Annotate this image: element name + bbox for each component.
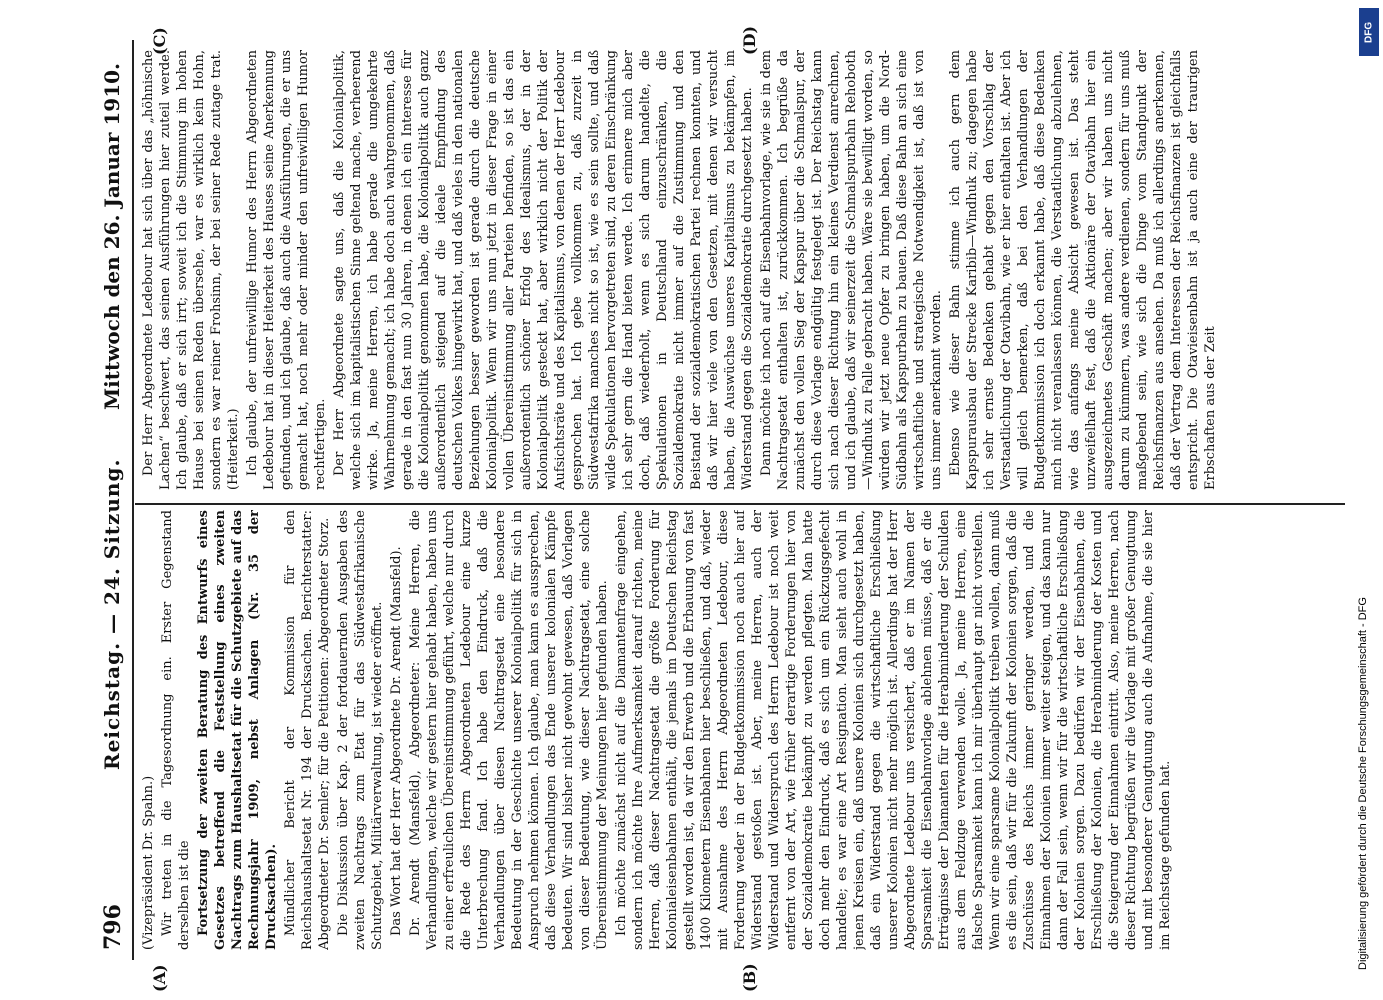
session-date: Mittwoch den 26. Januar 1910. <box>100 62 124 410</box>
paragraph: Dr. Arendt (Mansfeld), Abgeordneter: Meine Herren, die Verhandlungen, welche wir gestern hier gehabt haben, haben uns zu einer erfreulichen Übereinstimmung geführt, welche nur durch die Rede des Herrn Abgeordneten Ledebour eine kurze Unterbrechung fand. Ich habe den Eindruck, daß die Verhandlungen über diesen Nachtragsetat eine besondere Bedeutung in der Geschichte unserer Kolonialpolitik für sich in Anspruch nehmen können. Ich glaube, man kann es aussprechen, daß diese Verhandlungen das Ende unserer kolonialen Kämpfe bedeuten. Wir sind bisher nicht gewohnt gewesen, daß Vorlagen von dieser Bedeutung, wie dieser Nachtragsetat, eine solche Übereinstimmung der Meinungen hier gefunden haben. <box>408 510 610 950</box>
margin-mark-b: (B) <box>740 963 759 992</box>
chair-note: (Vizepräsident Dr. Spahn.) <box>141 775 156 950</box>
margin-mark-d: (D) <box>740 25 759 55</box>
paragraph: Wir treten in die Tagesordnung ein. Erster Gegenstand derselben ist die <box>160 510 192 950</box>
paragraph: Ich möchte zunächst nicht auf die Diamantenfrage eingehen, sondern ich möchte Ihre Aufmerksamkeit darauf richten, meine Herren, daß dieser Nachtragsetat die größte Forderung für Kolonialeisenbahnen enthält, die jemals im Deutschen Reichstag gestellt worden ist, da wir den Erwerb und die Erbauung von fast 1400 Kilometern Eisenbahnen hier beschließen, und daß, wieder mit Ausnahme des Herrn Abgeordneten Ledebour, diese Forderung weder in der Budgetkommission noch auch hier auf Widerstand gestoßen ist. Aber, meine Herren, auch der Widerstand und Widerspruch des Herrn Ledebour ist noch weit entfernt von der Art, wie früher derartige Forderungen hier von der Sozialdemokratie bekämpft zu werden pflegten. Man hatte doch mehr den Eindruck, daß es sich um ein Rückzugsgefecht handelte; es war eine Art Resignation. Man sieht auch wohl in jenen Kreisen ein, daß unsere Kolonien sich durchgesetzt haben, daß ein Widerstand gegen die wirtschaftliche Erschließung unserer Kolonien nicht mehr möglich ist. Allerdings hat der Herr Abgeordnete Ledebour uns versichert, daß er im Namen der Sparsamkeit die Eisenbahnvorlage ablehnen müsse, daß er die Erträgnisse der Diamanten für die Herabminderung der Schulden aus dem Feldzuge verwenden wolle. Ja, meine Herren, eine falsche Sparsamkeit kann ich mir überhaupt gar nicht vorstellen. Wenn wir eine sparsame Kolonialpolitik treiben wollen, dann muß es die sein, daß wir für die Zukunft der Kolonien sorgen, daß die Zuschüsse des Reichs immer geringer werden, und die Einnahmen der Kolonien immer weiter steigen, und das kann nur dann der Fall sein, wenn wir für die wirtschaftliche Erschließung der Kolonien sorgen. Dazu bedürfen wir der Eisenbahnen, die Erschließung der Kolonien, die Herabminderung der Kosten und die Steigerung der Einnahmen eintritt. Also, meine Herren, nach dieser Richtung begrüßen wir die Vorlage mit großer Genugtuung und mit besonderer Genugtuung auch die Aufnahme, die sie hier im Reichstage gefunden hat. <box>614 510 1173 950</box>
paragraph: Dann möchte ich noch auf die Eisenbahnvorlage, wie sie in dem Nachtragsetat enthalten ist, zurückkommen. Ich begrüße da zunächst den vollen Sieg der Kapspur über die Schmalspur, der durch diese Vorlage endgültig festgelegt ist. Der Reichstag kann sich nach dieser Richtung hin ein kleines Verdienst anrechnen, und ich glaube, daß wir seinerzeit die Schmalspurbahn Rehoboth—Windhuk zu Falle gebracht haben. Wäre sie bewilligt worden, so würden wir jetzt neue Opfer zu bringen haben, um die Nord-Südbahn als Kapspurbahn zu bauen. Daß diese Bahn an sich eine wirtschaftliche und strategische Notwendigkeit ist, daß ist von uns immer anerkannt worden. <box>759 50 944 490</box>
scanned-page <box>40 25 1340 992</box>
paragraph: Das Wort hat der Herr Abgeordnete Dr. Arendt (Mansfeld). <box>389 546 404 936</box>
paragraph: Mündlicher Bericht der Kommission für den Reichshaushaltsetat Nr. 194 der Drucksachen. Berichterstatter: Abgeordneter Dr. Semler; für die Petitionen: Abgeordneter Storz. <box>283 510 332 950</box>
paragraph: Der Herr Abgeordnete sagte uns, daß die Kolonialpolitik, welche sich im kapitalistischen Sinne geltend mache, verheerend wirke. Ja, meine Herren, ich habe gerade die umgekehrte Wahrnehmung gemacht; ich habe doch auch wahrgenommen, daß gerade in den fast nun 30 Jahren, in denen ich ein Interesse für die Kolonialpolitik genommen habe, die Kolonialpolitik auch ganz außerordentlich steigend auf die ideale Empfindung des deutschen Volkes hingewirkt hat, und daß vieles in den nationalen Beziehungen besser geworden ist gerade durch die deutsche Kolonialpolitik. Wenn wir uns nun jetzt in dieser Frage in einer vollen Übereinstimmung aller Parteien befinden, so ist das ein außerordentlich schöner Erfolg des Idealismus, der in der Kolonialpolitik gesteckt hat, aber wirklich nicht der Politik der Aufsichtsräte und des Kapitalismus, von denen der Herr Ledebour gesprochen hat. Ich gebe vollkommen zu, daß zurzeit in Südwestafrika manches nicht so ist, wie es sein sollte, und daß wilde Spekulationen hervorgetreten sind, zu deren Einschränkung ich sehr gern die Hand bieten werde. Ich erinnere mich aber doch, daß wiederholt, wenn es sich darum handelte, die Spekulationen in Deutschland einzuschränken, die Sozialdemokratie nicht immer auf die Zustimmung und den Beistand der sozialdemokratischen Partei rechnen konnten, und daß wir hier viele von den Gesetzen, mit denen wir versucht haben, die Auswüchse unseres Kapitalismus zu bekämpfen, im Widerstand gegen die Sozialdemokratie durchgesetzt haben. <box>332 50 755 490</box>
paragraph: Der Herr Abgeordnete Ledebour hat sich über das „höhnische Lachen“ beschwert, das seinen Ausführungen hier zuteil werde. Ich glaube, daß er sich irrt; soweit ich die Stimmung im hohen Hause bei seinen Reden übersehe, war es wirklich kein Hohn, sondern es war reiner Frohsinn, der bei seiner Rede zutage trat. (Heiterkeit.) <box>141 50 241 490</box>
left-column <box>140 510 1340 950</box>
digitization-note: Digitalisierung gefördert durch die Deutsche Forschungsgemeinschaft - DFG <box>1357 597 1369 970</box>
right-column <box>140 50 1340 490</box>
header-rule <box>132 40 134 960</box>
margin-mark-a: (A) <box>150 964 169 992</box>
paragraph: Ich glaube, der unfreiwillige Humor des Herrn Abgeordneten Ledebour hat in dieser Heiterkeit des Hauses seine Anerkennung gefunden, und ich glaube, daß auch die Ausführungen, die er uns gemacht hat, noch mehr oder minder den unfreiwilligen Humor rechtfertigen. <box>245 50 328 490</box>
paragraph: Ebenso wie dieser Bahn stimme ich auch gern dem Kapspurausbau der Strecke Karibib—Windhuk zu; dagegen habe ich sehr ernste Bedenken gehabt gegen den Vorschlag der Verstaatlichung der Otavibahn, wie er hier enthalten ist. Aber ich will gleich bemerken, daß bei den Verhandlungen der Budgetkommission ich doch erkannt habe, daß diese Bedenken mich nicht veranlassen können, die Verstaatlichung abzulehnen, wie das anfangs meine Absicht gewesen ist. Das steht unzweifelhaft fest, daß die Aktionäre der Otavibahn hier ein ausgezeichnetes Geschäft machen; aber wir haben uns nicht darum zu kümmern, was andere verdienen, sondern für uns muß maßgebend sein, wie sich die Dinge vom Standpunkt der Reichsfinanzen aus ansehen. Da muß ich allerdings anerkennen, daß der Vertrag dem Interessen der Reichsfinanzen ist gleichfalls entspricht. Die Otavieisenbahn ist ja auch eine der traurigen Erbschaften aus der Zeit <box>948 50 1218 490</box>
paragraph: Die Diskussion über Kap. 2 der fortdauernden Ausgaben des zweiten Nachtrags zum Etat für das Südwestafrikanische Schutzgebiet, Militärverwaltung, ist wieder eröffnet. <box>336 510 385 950</box>
margin-mark-c: (C) <box>150 27 169 55</box>
dfg-logo: DFG <box>1359 8 1379 56</box>
page-number: 796 <box>100 904 126 950</box>
running-head: Reichstag. — 24. Sitzung. <box>100 458 124 770</box>
column-rule <box>135 503 1345 505</box>
agenda-item: Fortsetzung der zweiten Beratung des Entwurfs eines Gesetzes betreffend die Feststellung eines zweiten Nachtrags zum Haushaltsetat für die Schutzgebiete auf das Rechnungsjahr 1909, nebst Anlagen (Nr. 35 der Drucksachen). <box>196 510 279 950</box>
